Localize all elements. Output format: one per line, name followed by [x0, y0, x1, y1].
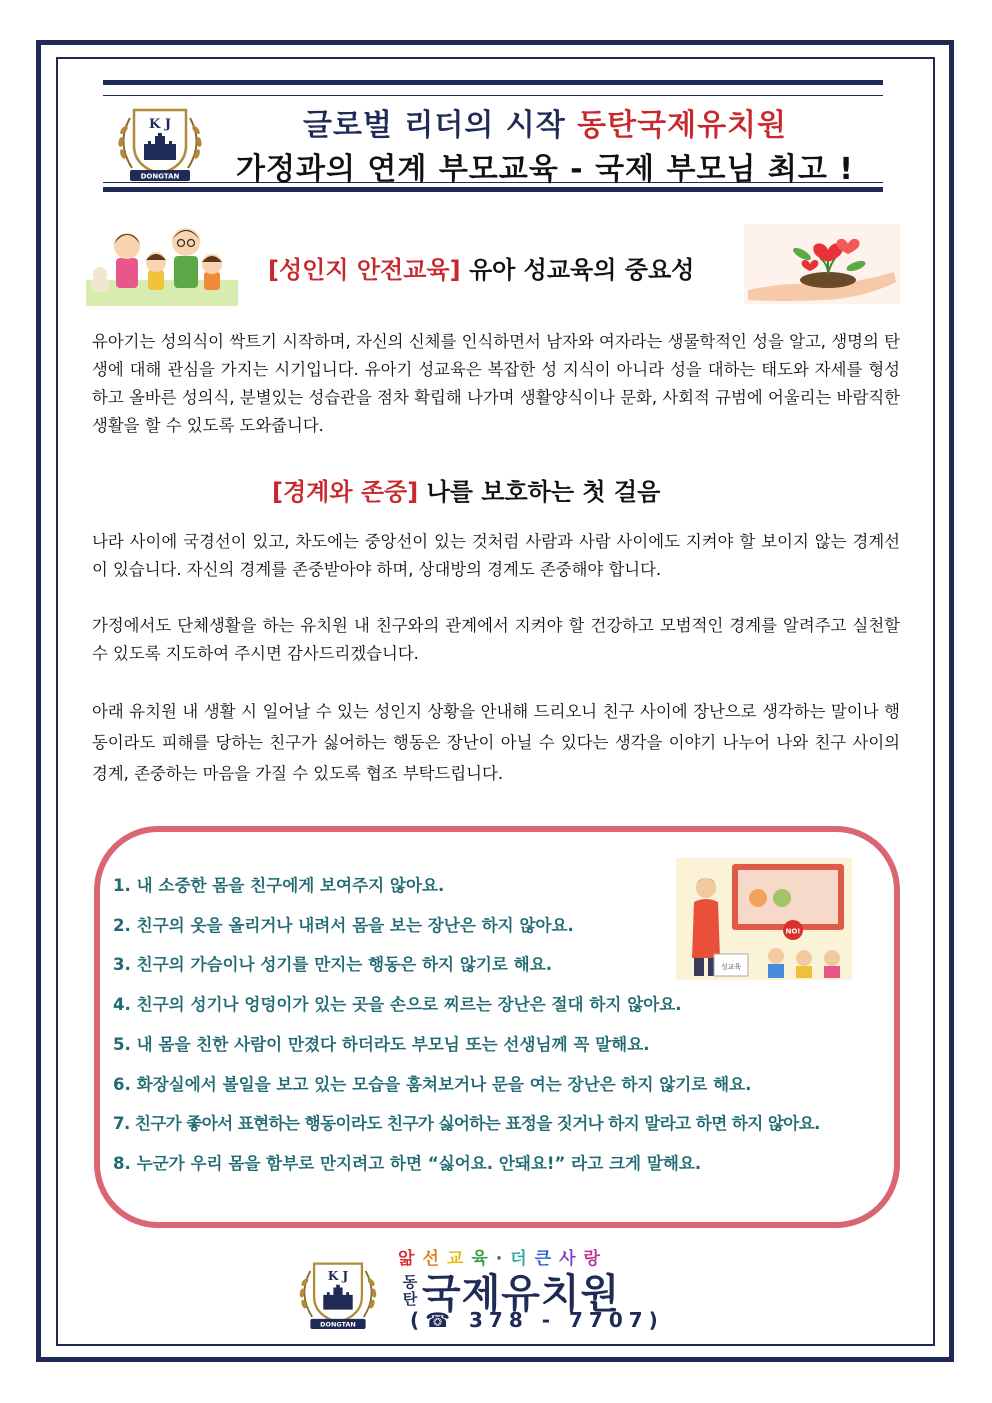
footer-logo-letters: K J [327, 1269, 349, 1284]
easel-label: 성교육 [720, 963, 742, 971]
footer-name-big: 국제유치원 [422, 1271, 621, 1317]
laurel-left-icon [118, 118, 132, 168]
person-icon [114, 233, 140, 288]
header-top-line [103, 95, 883, 96]
slogan-char: 사 [559, 1249, 584, 1269]
family-illustration [86, 218, 238, 306]
footer-name-small-1: 동 [402, 1272, 418, 1291]
slogan-char: 선 [422, 1249, 447, 1269]
rule-item: 4. 친구의 성기나 엉덩이가 있는 곳을 손으로 찌르는 장난은 절대 하지 않아요. [113, 995, 682, 1014]
header-line-2: 가정과의 연계 부모교육 - 국제 부모님 최고 ! [236, 152, 854, 187]
child-icon [202, 254, 222, 290]
header-line-1-accent: 동탄국제유치원 [577, 108, 788, 143]
rule-item: 2. 친구의 옷을 올리거나 내려서 몸을 보는 장난은 하지 않아요. [113, 916, 574, 935]
classroom-illustration [676, 858, 852, 980]
rule-item: 6. 화장실에서 볼일을 보고 있는 모습을 훔쳐보거나 문을 여는 장난은 하지 않기로 해요. [113, 1075, 752, 1094]
rule-item: 5. 내 몸을 친한 사람이 만졌다 하더라도 부모님 또는 선생님께 꼭 말해요. [113, 1035, 650, 1054]
slogan-char: 교 [446, 1249, 472, 1269]
slogan-char: 더 [510, 1249, 535, 1269]
section2-title [272, 472, 660, 507]
section1-title [268, 250, 694, 285]
footer-logo-banner-text: DONGTAN [320, 1320, 356, 1329]
section2-title-text: 나를 보호하는 첫 걸음 [418, 478, 661, 506]
section1-paragraph: 유아기는 성의식이 싹트기 시작하며, 자신의 신체를 인식하면서 남자와 여자라는 생물학적인 성을 알고, 생명의 탄생에 대해 관심을 가지는 시기입니다. 유아기 성교육은 복잡한 성 지식이 아니라 성을 대하는 태도와 자세를 형성하고 올바른 성의식, 분별있는 성습관을 점차 확립해 나가며 생활양식이나 문화, 사회적 규범에 어울리는 바람직한 생활을 할 수 있도록 도와줍니다. [92, 332, 900, 435]
soil-icon [800, 272, 856, 288]
logo-letters: K J [149, 117, 171, 132]
section1-title-text: 유아 성교육의 중요성 [460, 256, 695, 284]
kindergarten-logo [110, 98, 210, 188]
slogan-char: 랑 [583, 1249, 608, 1269]
section2-paragraph-2: 가정에서도 단체생활을 하는 유치원 내 친구와의 관계에서 지켜야 할 건강하고 모범적인 경계를 알려주고 실천할 수 있도록 지도하여 주시면 감사드리겠습니다. [92, 616, 900, 663]
rule-item: 7. 친구가 좋아서 표현하는 행동이라도 친구가 싫어하는 표정을 짓거나 하지 말라고 하면 하지 않아요. [113, 1114, 820, 1133]
footer-name-small [398, 1274, 422, 1308]
section1-title-tag: [성인지 안전교육] [268, 256, 461, 284]
rule-item: 1. 내 소중한 몸을 친구에게 보여주지 않아요. [113, 876, 445, 895]
footer-phone: (☎ 378 - 7707) [410, 1308, 664, 1332]
footer-name-small-2: 탄 [402, 1289, 418, 1308]
rule-item: 3. 친구의 가슴이나 성기를 만지는 행동은 하지 않기로 해요. [113, 955, 553, 974]
slogan-char: 육 [471, 1249, 496, 1269]
laurel-right-icon [188, 118, 202, 168]
no-sign-icon [783, 920, 803, 940]
hand-hearts-illustration [744, 224, 900, 304]
child-icon [146, 252, 166, 290]
dog-icon [90, 267, 110, 292]
rule-item: 8. 누군가 우리 몸을 함부로 만지려고 하면 “싫어요. 안돼요!” 라고 크게 말해요. [113, 1154, 702, 1173]
slogan-char: 앎 [398, 1249, 423, 1269]
logo-banner-text: DONGTAN [140, 172, 180, 181]
person-icon [172, 228, 200, 288]
slogan-char: 큰 [534, 1249, 560, 1269]
slogan-char: · [495, 1249, 511, 1269]
section2-paragraph-3: 아래 유치원 내 생활 시 일어날 수 있는 성인지 상황을 안내해 드리오니 친구 사이에 장난으로 생각하는 말이나 행동이라도 피해를 당하는 친구가 싫어하는 행동은 장난이 아닐 수 있다는 생각을 이야기 나누어 나와 친구 사이의 경계, 존중하는 마음을 가질 수 있도록 협조 부탁드립니다. [92, 702, 900, 783]
no-sign-text: NO! [785, 927, 801, 936]
header-top-bar [103, 80, 883, 85]
easel-icon [714, 954, 748, 976]
header-line-1 [210, 100, 880, 144]
footer-logo [292, 1252, 384, 1336]
section2-paragraph-1: 나라 사이에 국경선이 있고, 차도에는 중앙선이 있는 것처럼 사람과 사람 사이에도 지켜야 할 보이지 않는 경계선이 있습니다. 자신의 경계를 존중받아야 하며, 상대방의 경계도 존중해야 합니다. [92, 532, 900, 579]
header-line-1-prefix: 글로벌 리더의 시작 [302, 108, 578, 143]
section2-title-tag: [경계와 존중] [272, 478, 419, 506]
